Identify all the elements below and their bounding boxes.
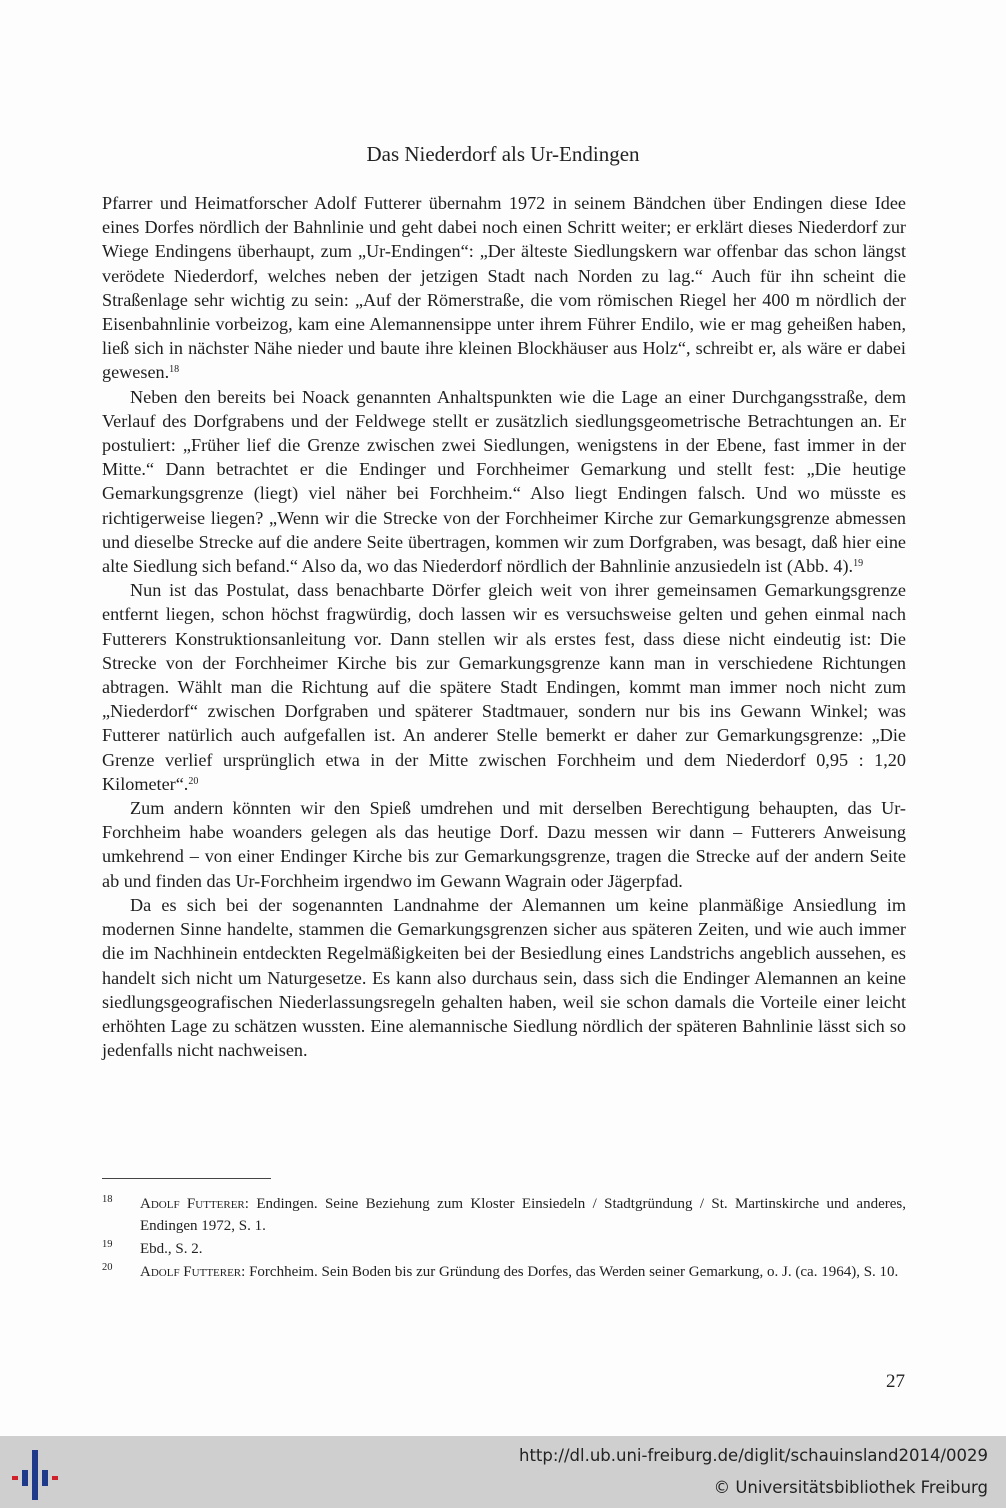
footnote-number: 20	[102, 1262, 113, 1273]
footer-bar	[0, 1436, 1006, 1508]
footnote	[102, 1261, 906, 1283]
footnote	[102, 1193, 906, 1237]
paragraph: Da es sich bei der sogenannten Landnahme der Alemannen um keine planmäßige Ansiedlung im modernen Sinne handelte, stammen die Gemarkungsgrenzen sicher aus späteren Zeiten, und wie auch immer die im Nachhinein entdeckten Regelmäßigkeiten bei der Besiedlung eines Landstrichs angeblich aussehen, es handelt sich nicht um Naturgesetze. Es kann also durchaus sein, dass sich die Endinger Alemannen an keine siedlungsgeografischen Niederlassungsregeln gehalten haben, weil sie schon damals die Vorteile einer leicht erhöhten Lage zu schätzen wussten. Eine alemannische Siedlung nördlich der späteren Bahnlinie lässt sich so jedenfalls nicht nachweisen.	[102, 894, 906, 1061]
footnote-text: : Endingen. Seine Beziehung zum Kloster Einsiedeln / Stadtgründung / St. Martinskirche und anderes, Endingen 1972, S. 1.	[140, 1196, 906, 1234]
footnote	[102, 1238, 906, 1260]
paragraph: Neben den bereits bei Noack genannten Anhaltspunkten wie die Lage an einer Durchgangsstraße, dem Verlauf des Dorfgrabens und der Feldwege stellt er zusätzlich siedlungsgeometrische Betrachtungen an. Er postuliert: „Früher lief die Grenze zwischen zwei Siedlungen, wenigstens in der Ebene, fast immer in der Mitte.“ Dann betrachtet er die Endinger und Forchheimer Gemarkung und stellt fest: „Die heutige Gemarkungsgrenze (liegt) viel näher bei Forchheim.“ Also liegt Endingen falsch. Und wo müsste es richtigerweise liegen? „Wenn wir die Strecke von der Forchheimer Kirche zur Gemarkungsgrenze abmessen und dieselbe Strecke auf die andere Seite übertragen, kommen wir zum Dorfgraben, was besagt, daß hier eine alte Siedlung sich befand.“ Also da, wo das Niederdorf nördlich der Bahnlinie anzusiedeln ist (Abb. 4).$^{19}$	[102, 386, 906, 577]
footnote-number: 18	[102, 1194, 113, 1205]
footnote-text: : Forchheim. Sein Boden bis zur Gründung des Dorfes, das Werden seiner Gemarkung, o. J. (ca. 1964), S. 10.	[241, 1264, 899, 1280]
ub-freiburg-logo-icon	[6, 1444, 62, 1502]
copyright-notice: © Universitätsbibliothek Freiburg	[713, 1478, 988, 1497]
footnote-author: Adolf Futterer	[140, 1196, 245, 1212]
section-heading: Das Niederdorf als Ur-Endingen	[366, 142, 640, 166]
paragraph: Pfarrer und Heimatforscher Adolf Futterer übernahm 1972 in seinem Bändchen über Endingen diese Idee eines Dorfes nördlich der Bahnlinie und geht dabei noch einen Schritt weiter; er erklärt dieses Niederdorf zur Wiege Endingens überhaupt, zum „Ur-Endingen“: „Der älteste Siedlungskern war offenbar das schon längst verödete Niederdorf, welches neben der jetzigen Stadt nach Norden zu lag.“ Auch für ihn scheint die Straßenlage sehr wichtig zu sein: „Auf der Römerstraße, die vom römischen Riegel her 400 m nördlich der Eisenbahnlinie vorbeizog, kam eine Alemannensippe unter ihrem Führer Endilo, wie er mag geheißen haben, ließ sich in nächster Nähe nieder und baute ihre kleinen Blockhäuser aus Holz“, schreibt er, als wäre er dabei gewesen.$^{18}$	[102, 193, 906, 383]
page-number: 27	[886, 1371, 905, 1392]
footnote-ref[interactable]: 19	[853, 558, 864, 570]
footnote-text: Ebd., S. 2.	[140, 1241, 203, 1257]
paragraph: Zum andern könnten wir den Spieß umdrehen und mit derselben Berechtigung behaupten, das Ur-Forchheim habe woanders gelegen als das heutige Dorf. Dazu messen wir dann – Futterers Anweisung umkehrend – von einer Endinger Kirche bis zur Gemarkungsgrenze, tragen die Strecke auf der andern Seite ab und finden das Ur-Forchheim irgendwo im Gewann Wagrain oder Jägerpfad.	[102, 798, 906, 891]
footnote-ref[interactable]: 20	[188, 775, 199, 787]
paragraph: Nun ist das Postulat, dass benachbarte Dörfer gleich weit von ihrer gemeinsamen Gemarkungsgrenze entfernt liegen, schon höchst fragwürdig, doch lassen wir es versuchsweise gelten und gehen einmal nach Futterers Konstruktionsanleitung vor. Dann stellen wir als erstes fest, dass diese nicht eindeutig ist: Die Strecke von der Forchheimer Kirche bis zur Gemarkungsgrenze kann man in verschiedene Richtungen abtragen. Wählt man die Richtung auf die spätere Stadt Endingen, kommt man immer noch nicht zum „Niederdorf“ zwischen Dorfgraben und späterer Stadtmauer, sondern nur bis ins Gewann Winkel; was Futterer natürlich auch aufgefallen ist. An anderer Stelle bemerkt er daher zur Gemarkungsgrenze: „Die Grenze verlief ursprünglich etwa in der Mitte zwischen Forchheim und dem Niederdorf 0,95 : 1,20 Kilometer“.$^{20}$	[102, 580, 906, 794]
source-url-link[interactable]: http://dl.ub.uni-freiburg.de/diglit/schauinsland2014/0029	[518, 1446, 988, 1465]
footnote-number: 19	[102, 1239, 113, 1250]
body-text	[102, 191, 906, 1062]
footnote-author: Adolf Futterer	[140, 1264, 242, 1280]
footnotes	[102, 1193, 906, 1284]
footnote-ref[interactable]: 18	[169, 364, 180, 376]
footnote-divider	[102, 1178, 271, 1179]
